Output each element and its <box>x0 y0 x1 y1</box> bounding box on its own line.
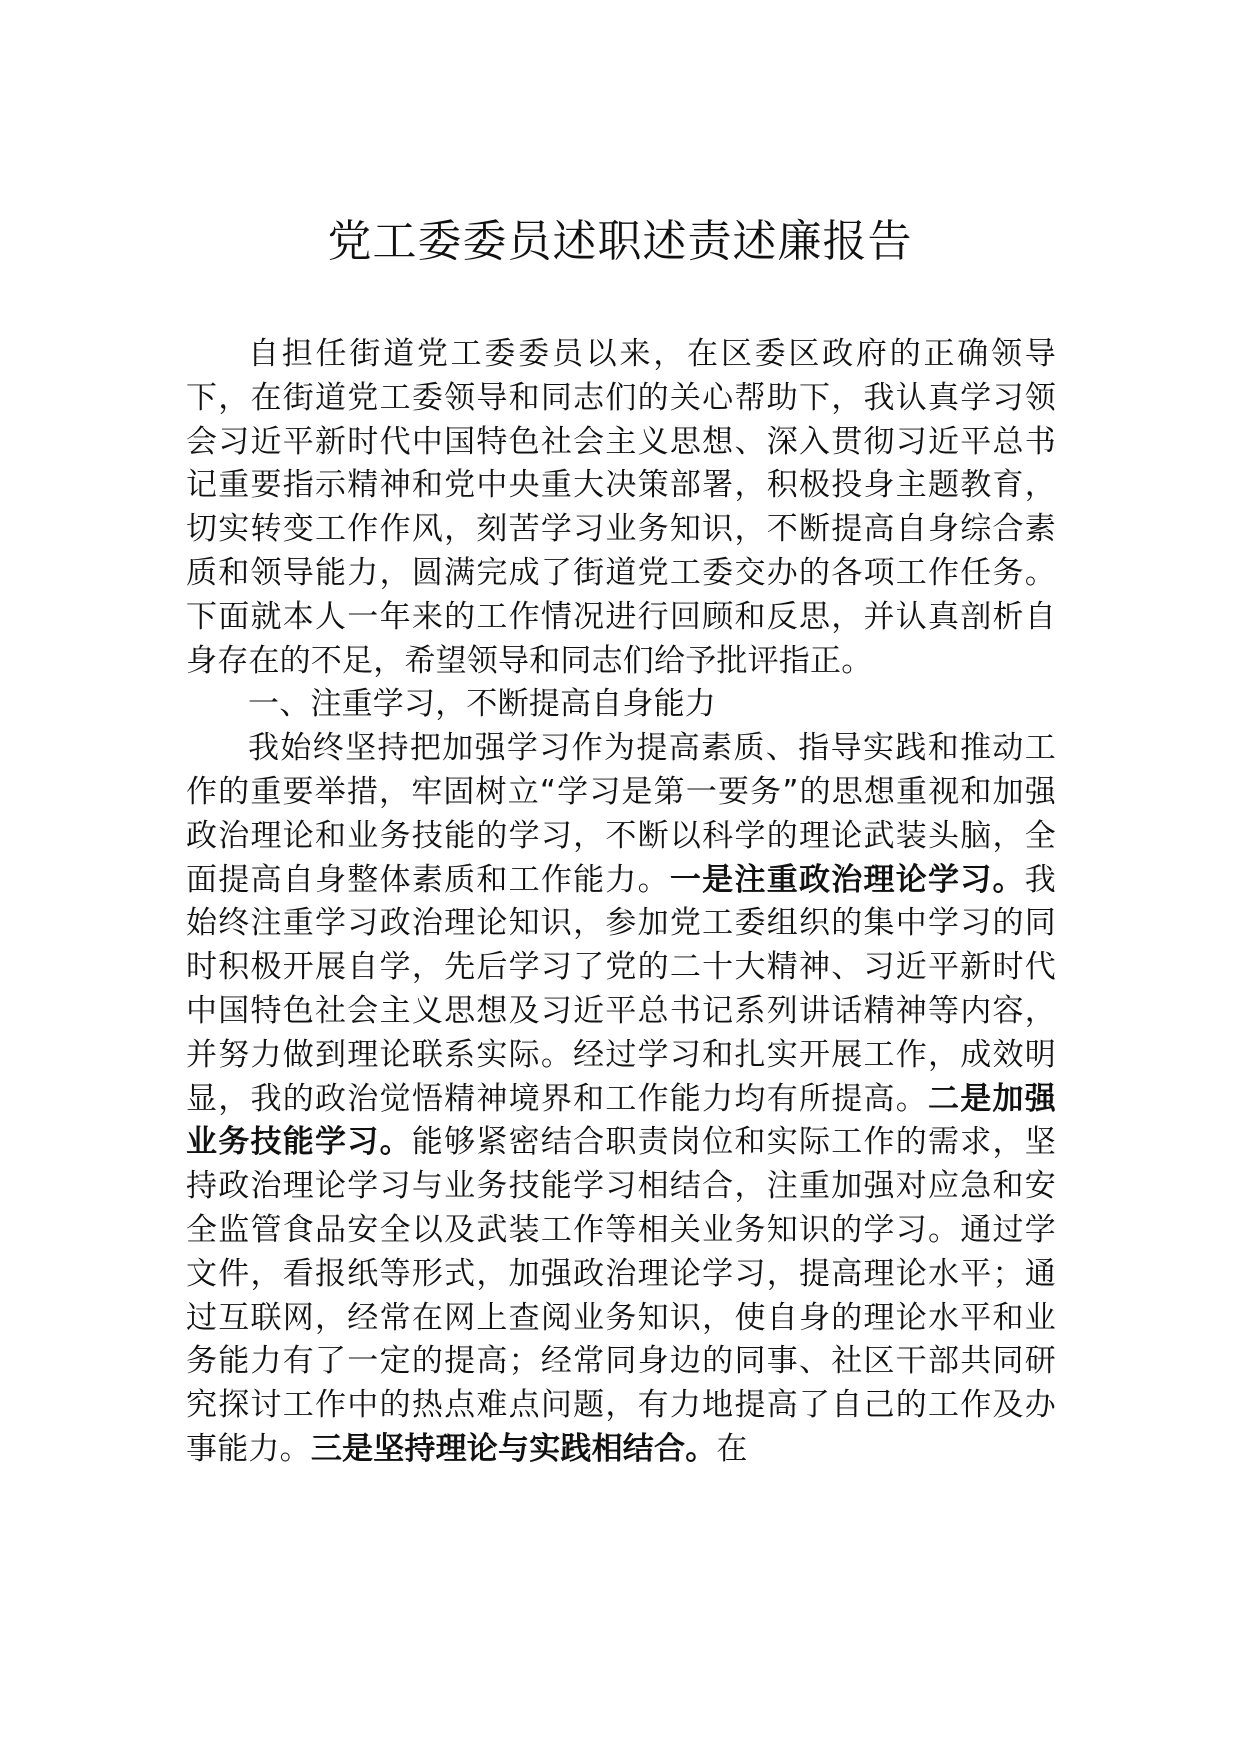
section-paragraph <box>186 727 1056 1472</box>
page-title: 党工委委员述职述责述廉报告 <box>327 216 913 267</box>
paragraph-text: 在 <box>716 1430 748 1467</box>
intro-paragraph: 自担任街道党工委委员以来，在区委区政府的正确领导下，在街道党工委领导和同志们的关心帮助下，我认真学习领会习近平新时代中国特色社会主义思想、深入贯彻习近平总书记重要指示精神和党中央重大决策部署，积极投身主题教育，切实转变工作作风，刻苦学习业务知识，不断提高自身综合素质和领导能力，圆满完成了街道党工委交办的各项工作任务。下面就本人一年来的工作情况进行回顾和反思，并认真剖析自身存在的不足，希望领导和同志们给予批评指正。 <box>186 336 1056 679</box>
paragraph-text: 能够紧密结合职责岗位和实际工作的需求，坚持政治理论学习与业务技能学习相结合，注重加强对应急和安全监管食品安全以及武装工作等相关业务知识的学习。通过学文件，看报纸等形式，加强政治理论学习，提高理论水平；通过互联网，经常在网上查阅业务知识，使自身的理论水平和业务能力有了一定的提高；经常同身边的同事、社区干部共同研究探讨工作中的热点难点问题，有力地提高了自己的工作及办事能力。 <box>186 1124 1057 1467</box>
document-body <box>186 333 1056 1472</box>
section-heading: 一、注重学习，不断提高自身能力 <box>248 686 716 723</box>
bold-point-1: 一是注重政治理论学习。 <box>669 861 1025 898</box>
bold-point-3: 三是坚持理论与实践相结合。 <box>310 1430 717 1467</box>
paragraph-text: 我始终注重学习政治理论知识，参加党工委组织的集中学习的同时积极开展自学，先后学习了党的二十大精神、习近平新时代中国特色社会主义思想及习近平总书记系列讲话精神等内容，并努力做到理论联系实际。经过学习和扎实开展工作，成效明显，我的政治觉悟精神境界和工作能力均有所提高。 <box>186 861 1056 1117</box>
paragraph-text: 我始终坚持把加强学习作为提高素质、指导实践和推动工作的重要举措，牢固树立“学习是第一要务”的思想重视和加强政治理论和业务技能的学习，不断以科学的理论武装头脑，全面提高自身整体素质和工作能力。 <box>186 730 1056 898</box>
bold-point-2: 二是加强业务技能学习。 <box>186 1080 1056 1161</box>
